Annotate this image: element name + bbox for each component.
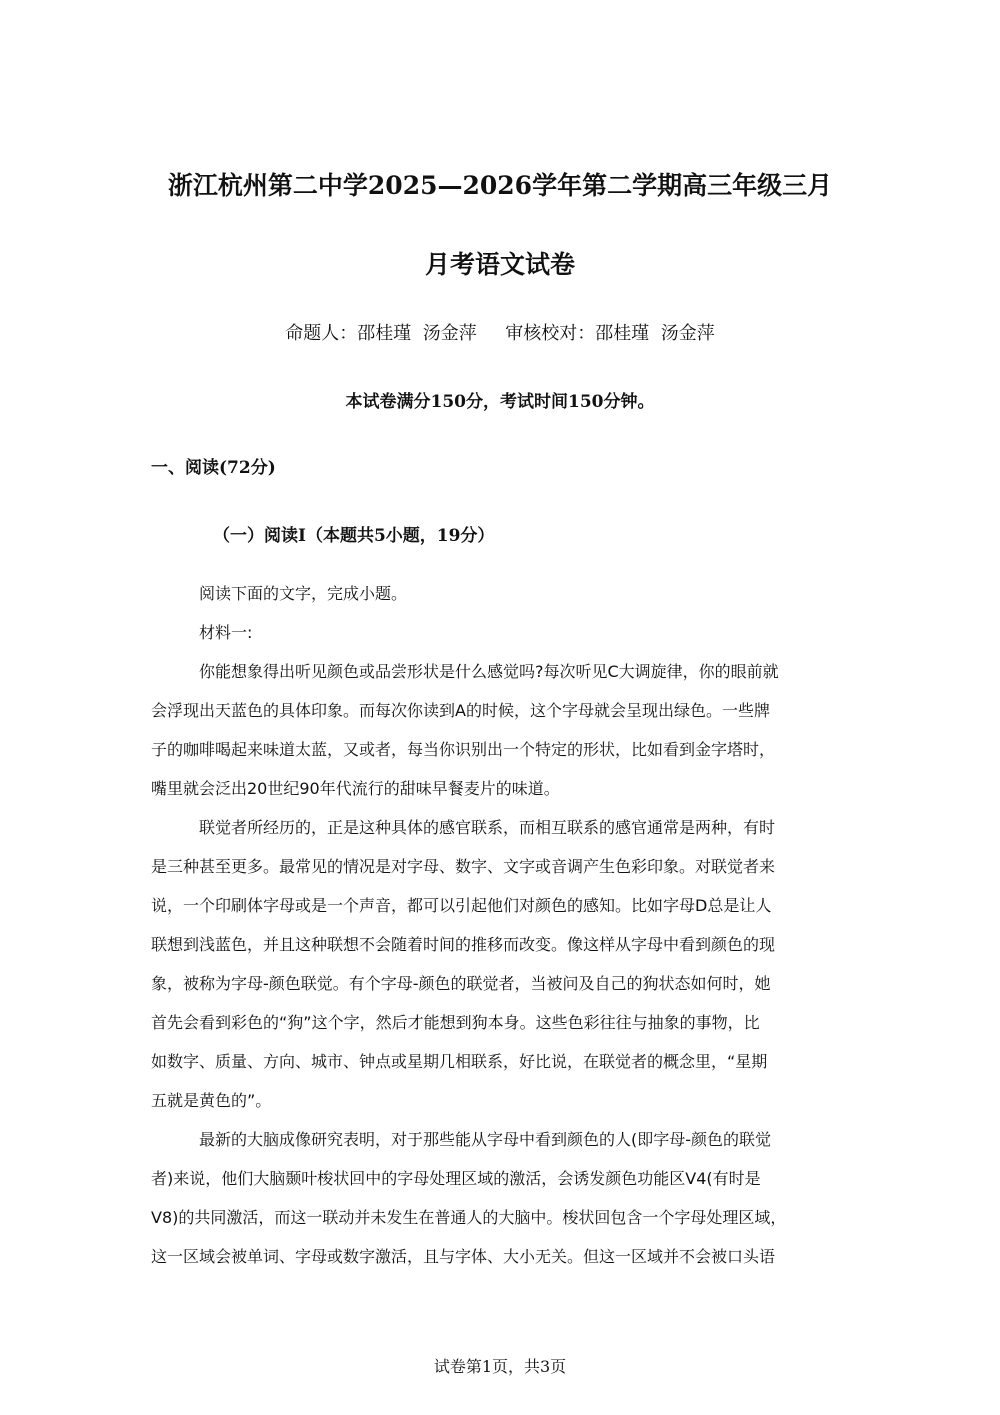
paragraph-line: 嘴里就会泛出20世纪90年代流行的甜味早餐麦片的味道。 xyxy=(151,779,560,798)
paragraph-3 xyxy=(151,1120,851,1276)
paragraph-2 xyxy=(151,808,851,1120)
paragraph-line: 是三种甚至更多。最常见的情况是对字母、数字、文字或音调产生色彩印象。对联觉者来 xyxy=(151,857,776,876)
subsection-heading: （一）阅读Ⅰ（本题共5小题，19分） xyxy=(213,526,495,546)
authors-line: 命题人：邵桂瑾 汤金萍 审核校对：邵桂瑾 汤金萍 xyxy=(285,323,715,344)
paragraph-line: 者)来说，他们大脑颞叶梭状回中的字母处理区域的激活，会诱发颜色功能区V4(有时是 xyxy=(151,1169,761,1188)
paragraph-line: 最新的大脑成像研究表明，对于那些能从字母中看到颜色的人(即字母-颜色的联觉 xyxy=(199,1130,772,1149)
material-label: 材料一: xyxy=(199,623,253,642)
paragraph-line: 联觉者所经历的，正是这种具体的感官联系，而相互联系的感官通常是两种，有时 xyxy=(199,818,776,837)
paragraph-1 xyxy=(151,652,851,808)
paragraph-line: 会浮现出天蓝色的具体印象。而每次你读到A的时候，这个字母就会呈现出绿色。一些牌 xyxy=(151,701,770,720)
exam-notice: 本试卷满分150分，考试时间150分钟。 xyxy=(345,392,655,412)
paragraph-line: 联想到浅蓝色，并且这种联想不会随着时间的推移而改变。像这样从字母中看到颜色的现 xyxy=(151,935,776,954)
paragraph-line: 你能想象得出听见颜色或品尝形状是什么感觉吗?每次听见C大调旋律，你的眼前就 xyxy=(199,662,779,681)
paragraph-line: 象，被称为字母-颜色联觉。有个字母-颜色的联觉者，当被问及自己的狗状态如何时，她 xyxy=(151,974,771,993)
paragraph-line: 这一区域会被单词、字母或数字激活，且与字体、大小无关。但这一区域并不会被口头语 xyxy=(151,1247,776,1266)
paragraph-line: 如数字、质量、方向、城市、钟点或星期几相联系，好比说，在联觉者的概念里，“星期 xyxy=(151,1052,768,1071)
instruction-text: 阅读下面的文字，完成小题。 xyxy=(199,584,408,603)
exam-title-line-1: 浙江杭州第二中学2025—2026学年第二学期高三年级三月 xyxy=(167,171,833,200)
material-label-block xyxy=(151,613,851,652)
paragraph-line: 五就是黄色的”。 xyxy=(151,1091,272,1110)
reading-instruction xyxy=(151,574,851,613)
exam-title-line-2: 月考语文试卷 xyxy=(424,250,575,279)
page-footer: 试卷第1页，共3页 xyxy=(433,1357,567,1376)
paragraph-line: 说，一个印刷体字母或是一个声音，都可以引起他们对颜色的感知。比如字母D总是让人 xyxy=(151,896,772,915)
paragraph-line: 首先会看到彩色的“狗”这个字，然后才能想到狗本身。这些色彩往往与抽象的事物，比 xyxy=(151,1013,760,1032)
paragraph-line: V8)的共同激活，而这一联动并未发生在普通人的大脑中。梭状回包含一个字母处理区域， xyxy=(151,1208,787,1227)
section-heading: 一、阅读(72分) xyxy=(151,458,276,478)
paragraph-line: 子的咖啡喝起来味道太蓝，又或者，每当你识别出一个特定的形状，比如看到金字塔时， xyxy=(151,740,776,759)
